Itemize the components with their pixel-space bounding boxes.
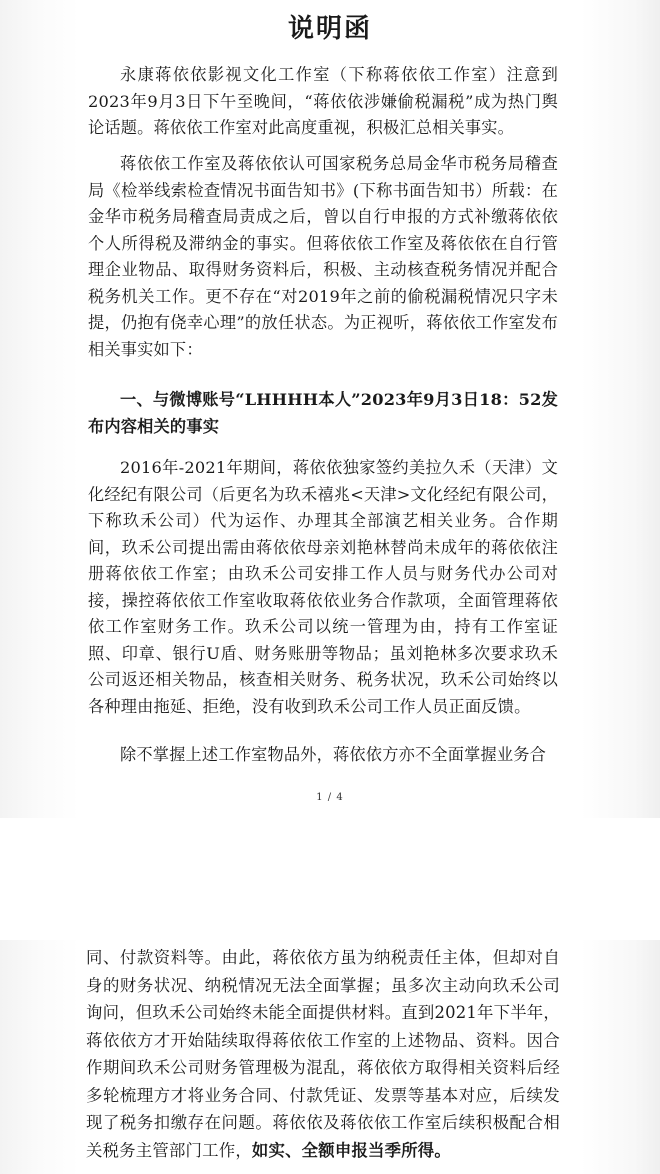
paragraph-continuation [86,944,560,1164]
page-number: 1 / 4 [316,792,344,803]
document-title: 说明函 [287,14,372,44]
section-heading-1: 一、与微博账号“LHHHH本人”2023年9月3日18：52发布内容相关的事实 [88,390,558,436]
paragraph-partial: 除不掌握上述工作室物品外，蒋依依方亦不全面掌握业务合 [120,745,547,764]
paragraph-acknowledgement: 蒋依依工作室及蒋依依认可国家税务总局金华市税务局稽查局《检举线索检查情况书面告知书》(下称书面告知书）所载：在金华市税务局稽查局责成之后，曾以自行申报的方式补缴蒋依依个人所得税及滞纳金的事实。但蒋依依工作室及蒋依依在自行管理企业物品、取得财务资料后，积极、主动核查税务情况并配合税务机关工作。更不存在“对2019年之前的偷税漏税情况只字未提，仍抱有侥幸心理”的放任状态。为正视听，蒋依依工作室发布相关事实如下： [88,154,558,359]
page-break-gap [0,818,660,940]
paragraph-facts: 2016年-2021年期间，蒋依依独家签约美拉久禾（天津）文化经纪有限公司（后更名为玖禾禧兆<天津>文化经纪有限公司，下称玖禾公司）代为运作、办理其全部演艺相关业务。合作期间，玖禾公司提出需由蒋依依母亲刘艳林替尚未成年的蒋依依注册蒋依依工作室；由玖禾公司安排工作人员与财务代办公司对接，操控蒋依依工作室收取蒋依依业务合作款项，全面管理蒋依依工作室财务工作。玖禾公司以统一管理为由，持有工作室证照、印章、银行U盾、财务账册等物品；虽刘艳林多次要求玖禾公司返还相关物品，核查相关财务、税务状况，玖禾公司始终以各种理由拖延、拒绝，没有收到玖禾公司工作人员正面反馈。 [88,458,558,716]
paragraph-intro: 永康蒋依依影视文化工作室（下称蒋依依工作室）注意到2023年9月3日下午至晚间，“蒋依依涉嫌偷税漏税”成为热门舆论话题。蒋依依工作室对此高度重视，积极汇总相关事实。 [88,65,558,137]
continuation-text: 同、付款资料等。由此，蒋依依方虽为纳税责任主体，但却对自身的财务状况、纳税情况无法全面掌握；虽多次主动向玖禾公司询问，但玖禾公司始终未能全面提供材料。直到2021年下半年，蒋依依方才开始陆续取得蒋依依工作室的上述物品、资料。因合作期间玖禾公司财务管理极为混乱，蒋依依方取得相关资料后经多轮梳理方才将业务合同、付款凭证、发票等基本对应，后续发现了税务扣缴存在问题。蒋依依及蒋依依工作室后续积极配合相关税务主管部门工作， [86,948,560,1160]
continuation-bold-text: 如实、全额申报当季所得。 [251,1140,451,1160]
